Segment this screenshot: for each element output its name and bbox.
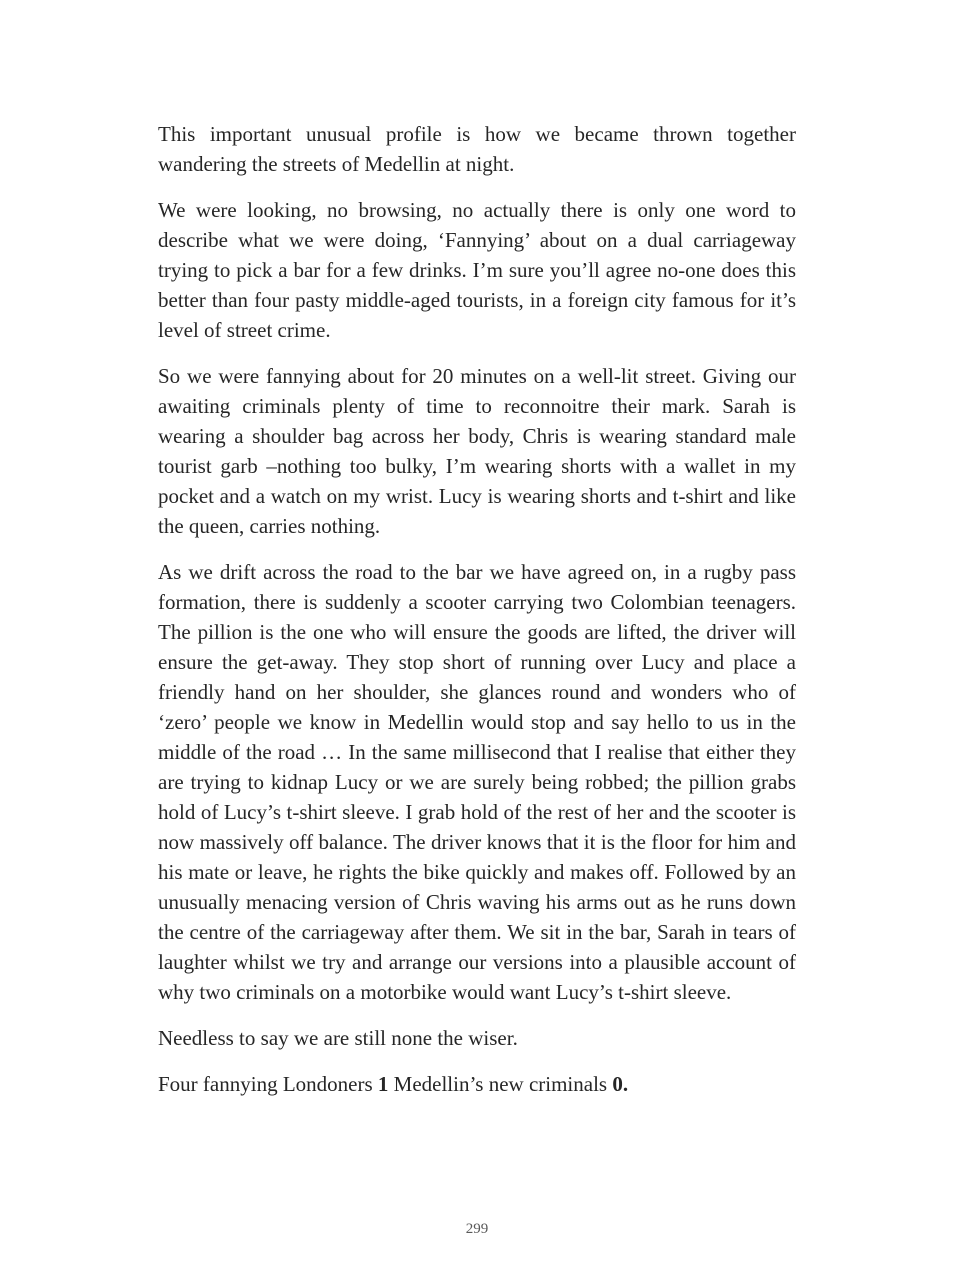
paragraph-5: Needless to say we are still none the wiser. bbox=[158, 1026, 518, 1050]
score-b: 0. bbox=[612, 1072, 629, 1096]
paragraph-1: This important unusual profile is how we became thrown together wandering the streets of Medellin at night. bbox=[158, 122, 796, 176]
paragraph-2: We were looking, no browsing, no actually there is only one word to describe what we were doing, ‘Fannying’ about on a dual carriageway trying to pick a bar for a few drinks. I’m sure you’ll agree no-one does this better than four pasty middle-aged tourists, in a foreign city famous for it’s level of street crime. bbox=[158, 198, 796, 342]
score-a: 1 bbox=[377, 1072, 389, 1096]
paragraph-3: So we were fannying about for 20 minutes on a well-lit street. Giving our awaiting criminals plenty of time to reconnoitre their mark. Sarah is wearing a shoulder bag across her body, Chris is wearing standard male tourist garb –nothing too bulky, I’m wearing shorts with a wallet in my pocket and a watch on my wrist. Lucy is wearing shorts and t-shirt and like the queen, carries nothing. bbox=[158, 364, 796, 538]
score-team-a: Four fannying Londoners bbox=[158, 1072, 378, 1096]
score-team-b: Medellin’s new criminals bbox=[388, 1072, 613, 1096]
page-number: 299 bbox=[465, 1221, 489, 1237]
paragraph-4: As we drift across the road to the bar we have agreed on, in a rugby pass formation, there is suddenly a scooter carrying two Colombian teenagers. The pillion is the one who will ensure the goods are lifted, the driver will ensure the get-away. They stop short of running over Lucy and place a friendly hand on her shoulder, she glances round and wonders who of ‘zero’ people we know in Medellin would stop and say hello to us in the middle of the road … In the same millisecond that I realise that either they are trying to kidnap Lucy or we are surely being robbed; the pillion grabs hold of Lucy’s t-shirt sleeve. I grab hold of the rest of her and the scooter is now massively off balance. The driver knows that it is the floor for him and his mate or leave, he rights the bike quickly and makes off. Followed by an unusually menacing version of Chris waving his arms out as he runs down the centre of the carriageway after them. We sit in the bar, Sarah in tears of laughter whilst we try and arrange our versions into a plausible account of why two criminals on a motorbike would want Lucy’s t-shirt sleeve. bbox=[158, 560, 796, 1004]
body-text bbox=[158, 119, 796, 1115]
score-line bbox=[158, 1069, 796, 1099]
